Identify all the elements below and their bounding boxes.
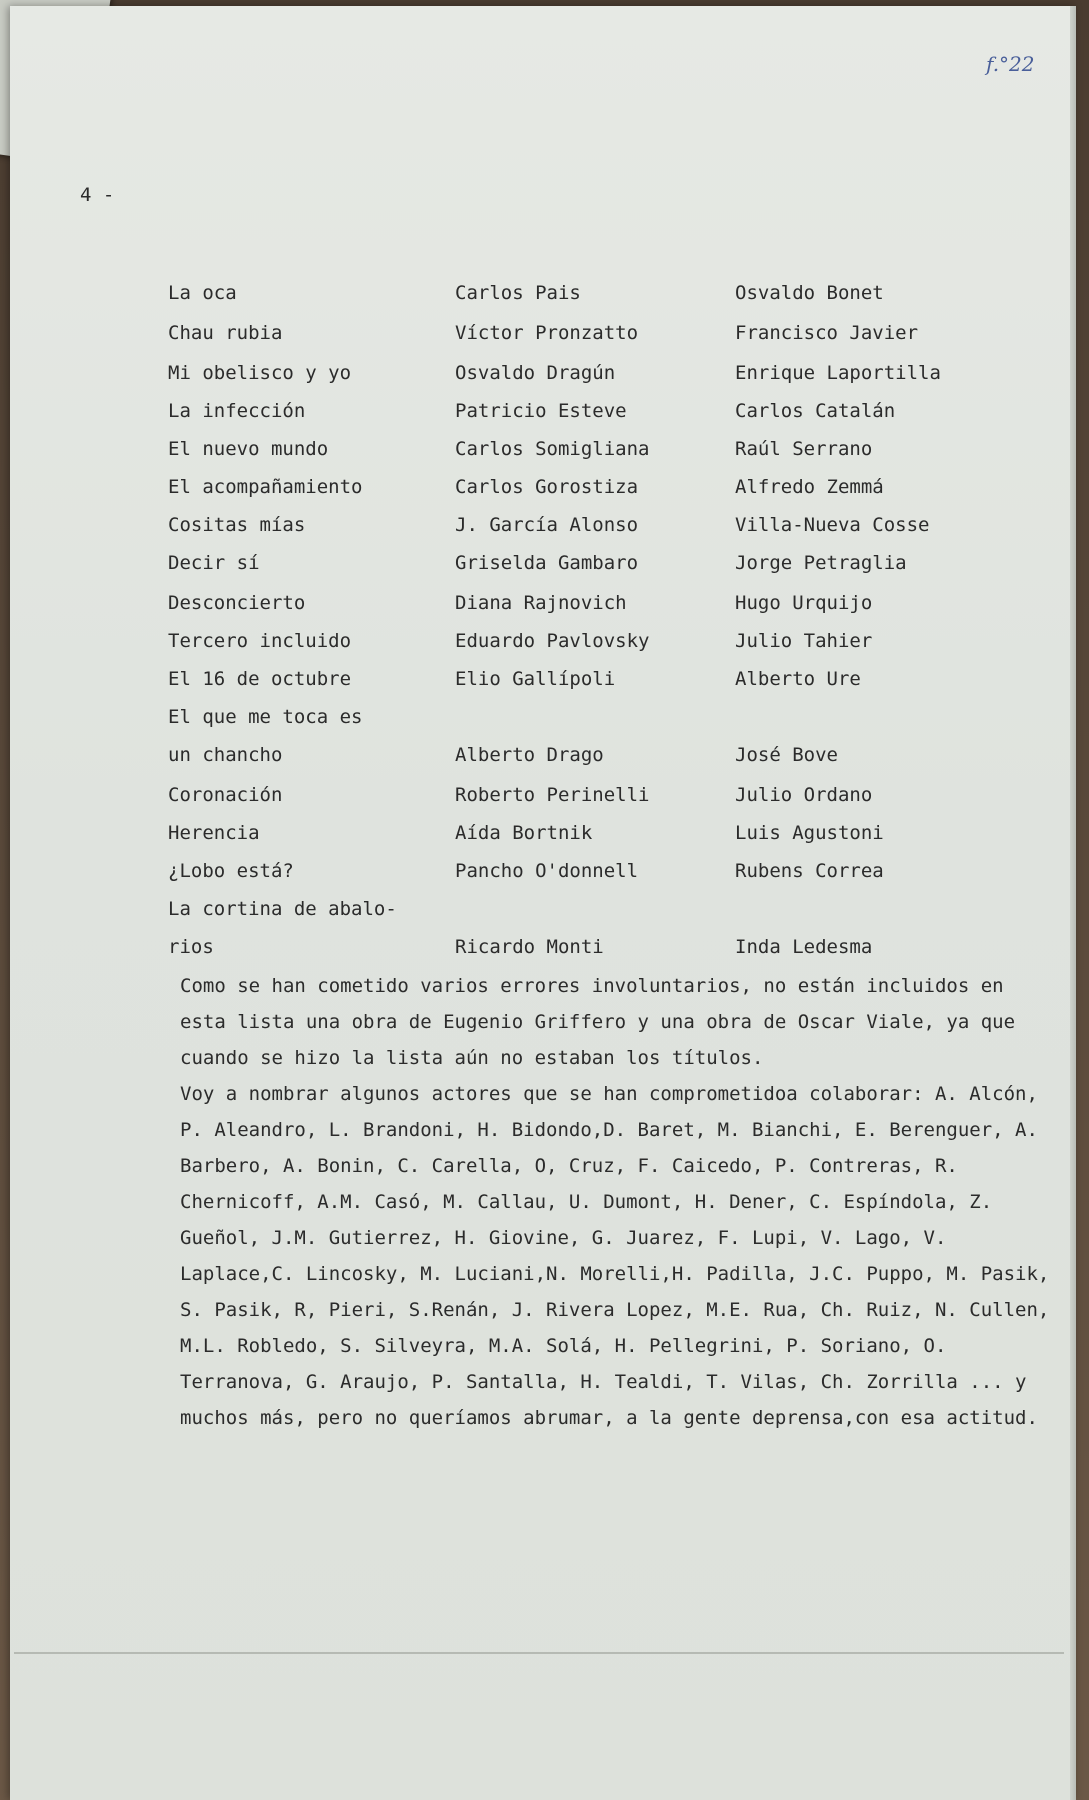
play-director: Francisco Javier	[735, 322, 919, 344]
play-author: Carlos Somigliana	[455, 438, 650, 460]
play-author: J. García Alonso	[455, 514, 639, 536]
play-title: Tercero incluido	[168, 630, 352, 652]
play-title: Cositas mías	[168, 514, 306, 536]
play-title: Decir sí	[168, 552, 260, 574]
play-author: Ricardo Monti	[455, 936, 604, 958]
play-author: Aída Bortnik	[455, 822, 593, 844]
play-title: Chau rubia	[168, 322, 283, 344]
play-title: Herencia	[168, 822, 260, 844]
play-title: ¿Lobo está?	[168, 860, 294, 882]
play-title: La cortina de abalo-	[168, 898, 397, 920]
play-title: Desconcierto	[168, 592, 306, 614]
play-director: Alfredo Zemmá	[735, 476, 884, 498]
play-author: Diana Rajnovich	[455, 592, 627, 614]
page-edge	[1070, 6, 1076, 1800]
play-author: Pancho O'donnell	[455, 860, 639, 882]
play-director: Rubens Correa	[735, 860, 884, 882]
play-title: El que me toca es	[168, 706, 363, 728]
play-director: Julio Ordano	[735, 784, 873, 806]
play-title: El nuevo mundo	[168, 438, 329, 460]
folio-mark: f.°22	[986, 52, 1035, 76]
play-author: Carlos Gorostiza	[455, 476, 639, 498]
play-title: un chancho	[168, 744, 283, 766]
play-director: Inda Ledesma	[735, 936, 873, 958]
play-author: Víctor Pronzatto	[455, 322, 639, 344]
play-author: Elio Gallípoli	[455, 668, 616, 690]
play-director: Jorge Petraglia	[735, 552, 907, 574]
play-director: Hugo Urquijo	[735, 592, 873, 614]
play-director: José Bove	[735, 744, 838, 766]
paragraph-errata: Como se han cometido varios errores involuntarios, no están incluidos en esta lista una obra de Eugenio Griffero y una obra de Oscar Viale, ya que cuando se hizo la lista aún no estaban los títulos.	[180, 975, 1016, 1069]
play-director: Luis Agustoni	[735, 822, 884, 844]
play-director: Alberto Ure	[735, 668, 861, 690]
play-director: Enrique Laportilla	[735, 362, 941, 384]
play-title: El acompañamiento	[168, 476, 363, 498]
play-author: Patricio Esteve	[455, 400, 627, 422]
play-director: Raúl Serrano	[735, 438, 873, 460]
page-fold	[14, 1652, 1064, 1654]
play-title: La oca	[168, 282, 237, 304]
paragraph-actors: Voy a nombrar algunos actores que se han comprometidoa colaborar: A. Alcón, P. Aleandro, L. Brandoni, H. Bidondo,D. Baret, M. Bianchi, E. Berenguer, A. Barbero, A. Bonin, C. Carella, O, Cruz, F. Caicedo, P. Contreras, R. Chernicoff, A.M. Casó, M. Callau, U. Dumont, H. Dener, C. Espíndola, Z. Gueñol, J.M. Gutierrez, H. Giovine, G. Juarez, F. Lupi, V. Lago, V. Laplace,C. Lincosky, M. Luciani,N. Morelli,H. Padilla, J.C. Puppo, M. Pasik, S. Pasik, R, Pieri, S.Renán, J. Rivera Lopez, M.E. Rua, Ch. Ruiz, N. Cullen, M.L. Robledo, S. Silveyra, M.A. Solá, H. Pellegrini, P. Soriano, O. Terranova, G. Araujo, P. Santalla, H. Tealdi, T. Vilas, Ch. Zorrilla ... y muchos más, pero no queríamos abrumar, a la gente deprensa,con esa actitud.	[180, 1083, 1050, 1429]
play-author: Roberto Perinelli	[455, 784, 650, 806]
play-title: Mi obelisco y yo	[168, 362, 352, 384]
play-title: El 16 de octubre	[168, 668, 352, 690]
play-author: Eduardo Pavlovsky	[455, 630, 650, 652]
page-number: 4 -	[80, 184, 115, 206]
play-author: Alberto Drago	[455, 744, 604, 766]
body-text	[180, 968, 1050, 1436]
play-author: Griselda Gambaro	[455, 552, 639, 574]
play-director: Osvaldo Bonet	[735, 282, 884, 304]
play-director: Julio Tahier	[735, 630, 873, 652]
play-title: rios	[168, 936, 214, 958]
play-title: La infección	[168, 400, 306, 422]
play-author: Osvaldo Dragún	[455, 362, 616, 384]
play-title: Coronación	[168, 784, 283, 806]
play-director: Villa-Nueva Cosse	[735, 514, 930, 536]
play-director: Carlos Catalán	[735, 400, 896, 422]
play-author: Carlos Pais	[455, 282, 581, 304]
